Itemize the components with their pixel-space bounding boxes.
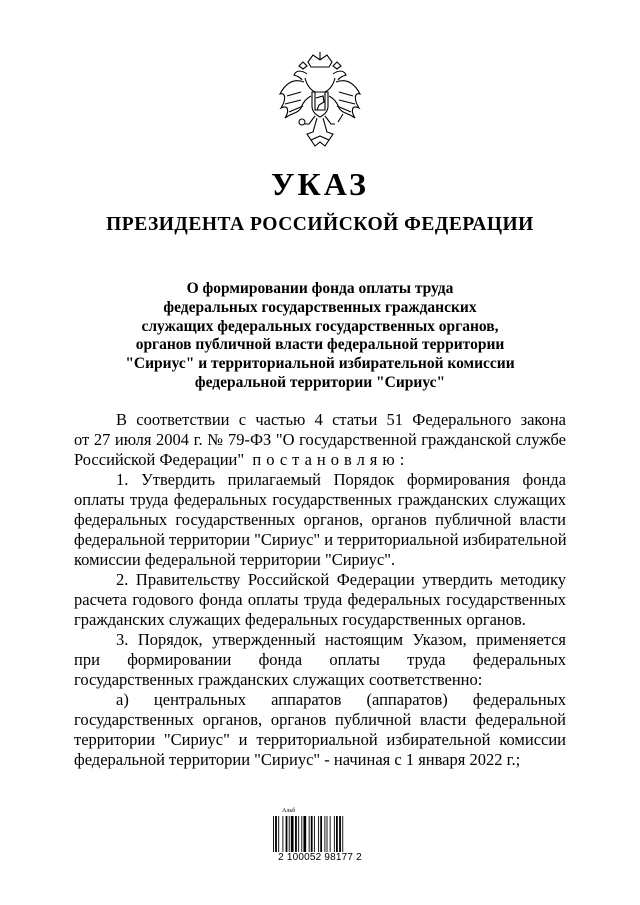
- document-barcode: [268, 808, 372, 864]
- decree-title-line: федеральных государственных гражданских: [163, 298, 477, 316]
- body-line: территории "Сириус" и территориальной избирательной комиссии: [74, 730, 566, 749]
- body-line: В соответствии с частью 4 статьи 51 Федерального закона: [116, 410, 566, 429]
- decree-title: [100, 280, 540, 393]
- body-line: гражданских служащих федеральных государственных органов.: [74, 610, 526, 629]
- body-line: государственных гражданских служащих соответственно:: [74, 670, 483, 689]
- barcode-number: 2 100052 98177 2: [278, 852, 362, 863]
- clause-1: [74, 470, 566, 570]
- preamble-paragraph: [74, 410, 566, 470]
- body-line: при формировании фонда оплаты труда федеральных: [74, 650, 566, 669]
- body-line: 2. Правительству Российской Федерации утвердить методику: [116, 570, 566, 589]
- clause-3: [74, 630, 566, 690]
- decree-title-line: служащих федеральных государственных органов,: [141, 317, 499, 335]
- decree-verb: постановляю:: [252, 450, 410, 469]
- decree-title-line: "Сириус" и территориальной избирательной комиссии: [125, 355, 515, 373]
- body-line: 3. Порядок, утвержденный настоящим Указом, применяется: [116, 630, 566, 649]
- barcode-caption: Альб: [282, 808, 296, 814]
- body-line: федеральных государственных органов, органов публичной власти: [74, 510, 566, 529]
- decree-title-line: федеральной территории "Сириус": [194, 373, 446, 391]
- decree-title-line: органов публичной власти федеральной территории: [135, 336, 505, 354]
- body-line: государственных органов, органов публичной власти федеральной: [74, 710, 566, 729]
- body-line: федеральной территории "Сириус" - начиная с 1 января 2022 г.;: [74, 750, 521, 769]
- body-line: расчета годового фонда оплаты труда федеральных государственных: [74, 590, 566, 609]
- body-line: от 27 июля 2004 г. № 79-ФЗ "О государственной гражданской службе: [74, 430, 566, 449]
- decree-body: [74, 410, 566, 770]
- issuer-title: ПРЕЗИДЕНТА РОССИЙСКОЙ ФЕДЕРАЦИИ: [106, 214, 534, 235]
- clause-3a: [74, 690, 566, 770]
- preamble-prefix: Российской Федерации": [74, 450, 245, 469]
- clause-2: [74, 570, 566, 630]
- body-line: федеральной территории "Сириус" и территориальной избирательной: [74, 530, 567, 549]
- double-headed-eagle-emblem-icon: [277, 52, 363, 150]
- body-line: комиссии федеральной территории "Сириус".: [74, 550, 396, 569]
- body-line: 1. Утвердить прилагаемый Порядок формирования фонда: [116, 470, 566, 489]
- decree-title-line: О формировании фонда оплаты труда: [186, 280, 454, 297]
- document-type-title: УКАЗ: [271, 166, 369, 202]
- body-line: а) центральных аппаратов (аппаратов) федеральных: [116, 690, 566, 709]
- body-line: [74, 450, 566, 470]
- body-line: оплаты труда федеральных государственных гражданских служащих: [74, 490, 566, 509]
- barcode-icon: [272, 816, 368, 852]
